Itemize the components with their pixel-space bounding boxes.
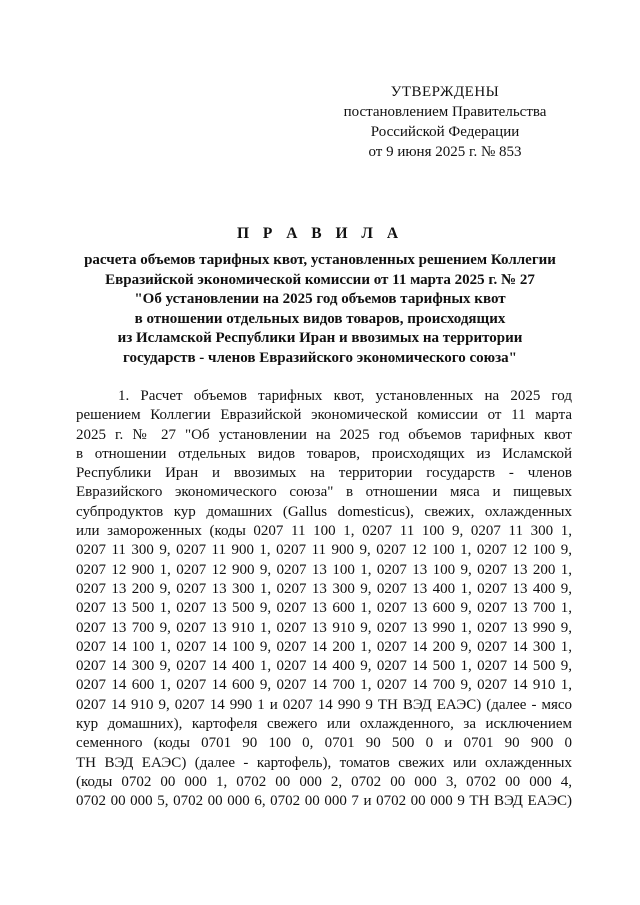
approval-date-line: от 9 июня 2025 г. № 853 xyxy=(368,144,522,160)
paragraph-line: 0207 13 500 1, 0207 13 500 9, 0207 13 600 1, 0207 13 600 9, 0207 13 700 1, xyxy=(76,600,572,617)
subtitle-line: "Об установлении на 2025 год объемов тарифных квот xyxy=(134,291,506,308)
paragraph-line: субпродуктов кур домашних (Gallus domesticus), свежих, охлажденных xyxy=(76,503,572,520)
paragraph-line: 0207 13 700 9, 0207 13 910 1, 0207 13 910 9, 0207 13 990 1, 0207 13 990 9, xyxy=(76,619,572,636)
paragraph-line: ТН ВЭД ЕАЭС) (далее - картофель), томатов свежих или охлажденных xyxy=(76,754,572,771)
paragraph-line: 0207 13 200 9, 0207 13 300 1, 0207 13 300 9, 0207 13 400 1, 0207 13 400 9, xyxy=(76,580,572,597)
approval-heading: УТВЕРЖДЕНЫ xyxy=(390,84,500,100)
subtitle-line: государств - членов Евразийского экономического союза" xyxy=(123,349,517,366)
document-title: П Р А В И Л А xyxy=(236,225,404,242)
subtitle-line: расчета объемов тарифных квот, установленных решением Коллегии xyxy=(84,252,556,268)
paragraph-line: (коды 0702 00 000 1, 0702 00 000 2, 0702 00 000 3, 0702 00 000 4, xyxy=(76,773,572,790)
paragraph-line: 0207 12 900 1, 0207 12 900 9, 0207 13 100 1, 0207 13 100 9, 0207 13 200 1, xyxy=(76,561,572,578)
approval-line: Российской Федерации xyxy=(370,124,520,140)
paragraph-line: 0207 11 300 9, 0207 11 900 1, 0207 11 900 9, 0207 12 100 1, 0207 12 100 9, xyxy=(76,542,572,559)
paragraph-line: кур домашних), картофеля свежего или охлажденного, за исключением xyxy=(76,716,572,733)
subtitle-line: в отношении отдельных видов товаров, происходящих xyxy=(134,310,506,327)
paragraph-line: семенного (коды 0701 90 100 0, 0701 90 500 0 и 0701 90 900 0 xyxy=(76,735,572,752)
paragraph-line: или замороженных (коды 0207 11 100 1, 0207 11 100 9, 0207 11 300 1, xyxy=(76,523,572,540)
paragraph-line: 2025 г. № 27 "Об установлении на 2025 год объемов тарифных квот xyxy=(76,426,572,443)
paragraph-line: 0207 14 600 1, 0207 14 600 9, 0207 14 700 1, 0207 14 700 9, 0207 14 910 1, xyxy=(76,677,572,694)
paragraph-line: 1. Расчет объемов тарифных квот, установленных на 2025 год xyxy=(118,388,572,404)
paragraph-line: 0207 14 910 9, 0207 14 990 1 и 0207 14 990 9 ТН ВЭД ЕАЭС) (далее - мясо xyxy=(76,696,572,713)
paragraph-line: 0207 14 100 1, 0207 14 100 9, 0207 14 200 1, 0207 14 200 9, 0207 14 300 1, xyxy=(76,638,572,655)
subtitle-line: из Исламской Республики Иран и ввозимых на территории xyxy=(117,330,523,347)
paragraph-line: Республики Иран и ввозимых на территории государств - членов xyxy=(76,465,572,482)
document-subtitle xyxy=(60,251,580,369)
paragraph-line: 0207 14 300 9, 0207 14 400 1, 0207 14 400 9, 0207 14 500 1, 0207 14 500 9, xyxy=(76,658,572,675)
paragraph-line: 0702 00 000 5, 0702 00 000 6, 0702 00 000 7 и 0702 00 000 9 ТН ВЭД ЕАЭС) xyxy=(76,793,572,810)
body-paragraph xyxy=(76,387,572,812)
approval-line: постановлением Правительства xyxy=(343,104,547,120)
subtitle-line: Евразийской экономической комиссии от 11 марта 2025 г. № 27 xyxy=(105,271,535,288)
approval-block xyxy=(330,82,560,162)
paragraph-line: Евразийского экономического союза" в отношении мяса и пищевых xyxy=(76,484,572,501)
paragraph-line: решением Коллегии Евразийской экономической комиссии от 11 марта xyxy=(76,407,572,424)
paragraph-line: в отношении отдельных видов товаров, происходящих из Исламской xyxy=(76,445,572,462)
